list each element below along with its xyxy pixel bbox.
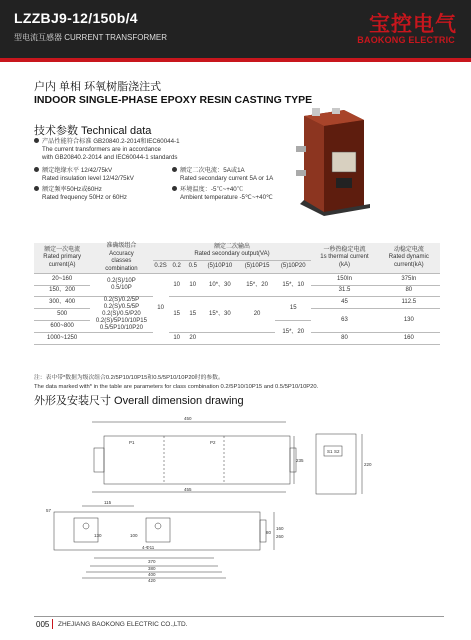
table-cell: 63: [311, 308, 377, 333]
spec-insulation: 额定绝缘水平 12/42/75kV Rated insulation level 12/42/75kV: [34, 167, 184, 183]
spec-table: [34, 243, 440, 345]
table-cell: [239, 333, 275, 345]
table-cell: 1000~1250: [34, 333, 90, 345]
header-dynamic: 动稳定电流 Rated dynamic current(kA): [378, 243, 440, 274]
table-cell: 20: [185, 333, 201, 345]
dim-label: 4-Φ11: [142, 545, 155, 550]
dim-label: 100: [130, 533, 138, 538]
dim-label: 450: [184, 416, 192, 421]
terminal-label-p1: P1: [129, 440, 135, 445]
dimension-heading: 外形及安装尺寸 Overall dimension drawing: [34, 395, 244, 407]
dim-label: 160: [276, 526, 284, 531]
dim-label: 80: [266, 530, 272, 535]
header-class-0-5: 0.5: [185, 260, 201, 273]
header-thermal: 一秒热稳定电流 1s thermal current (kA): [311, 243, 377, 274]
outline-side-view: [316, 434, 356, 494]
header-class-10p10: (5)10P10: [201, 260, 239, 273]
table-cell: 10: [153, 274, 169, 345]
table-cell: 112.5: [378, 297, 440, 309]
dim-label: 420: [148, 578, 156, 583]
dim-label: 220: [364, 462, 372, 467]
dim-label: 130: [94, 533, 102, 538]
table-cell: 10: [169, 274, 185, 297]
header-class-10p20: (5)10P20: [275, 260, 311, 273]
table-cell: 375In: [378, 274, 440, 286]
header-accuracy: 准确级组合 Accuracy classes combination: [90, 243, 152, 274]
table-cell: 20: [239, 297, 275, 333]
footer-company: ZHEJIANG BAOKONG ELECTRIC CO.,LTD.: [58, 621, 188, 628]
table-cell: 31.5: [311, 285, 377, 297]
table-cell: 130: [378, 308, 440, 333]
bullet-icon: [34, 167, 39, 172]
page-number: 005: [36, 620, 50, 629]
bullet-icon: [34, 138, 39, 143]
table-cell: 10*、30: [201, 274, 239, 297]
terminal-s1: S1: [327, 449, 333, 454]
table-cell: 45: [311, 297, 377, 309]
bullet-icon: [34, 186, 39, 191]
dim-label: 380: [148, 566, 156, 571]
table-cell: [201, 333, 239, 345]
mount-hole: [83, 523, 89, 529]
table-cell: 10: [185, 274, 201, 297]
table-cell: 15: [275, 297, 311, 321]
table-cell: 0.2(S)/0.2/5P 0.2(S)/0.5/5P 0.2(S)/0.5/P20 0.2(S)/5P10/10P15 0.5/5P10/10P20: [90, 297, 152, 333]
dim-label: 400: [148, 572, 156, 577]
table-cell: 150、200: [34, 285, 90, 297]
outline-mount-pad-left: [74, 518, 98, 542]
table-cell: 150In: [311, 274, 377, 286]
table-cell: 80: [378, 285, 440, 297]
table-note: 注：表中带*数据为级次组合0.2/5P10/10P15和0.5/5P10/10P20时的参数。 The data marked with* in the table are parameters for class combination 0.2/5P10/10P15 and 0.5/5P10/10P20.: [34, 375, 319, 390]
bullet-icon: [172, 167, 177, 172]
table-cell: [90, 333, 152, 345]
dim-label: 57: [46, 508, 52, 513]
product-title-en: INDOOR SINGLE-PHASE EPOXY RESIN CASTING TYPE: [34, 94, 313, 106]
outline-mount-pad-right: [146, 518, 170, 542]
table-cell: 160: [378, 333, 440, 345]
header-class-0-2s: 0.2S: [153, 260, 169, 273]
outline-bottom-view: [54, 512, 260, 550]
footer-divider: [34, 616, 444, 617]
terminal-label-p2: P2: [210, 440, 216, 445]
dim-label: 115: [104, 500, 112, 505]
header-class-10p15: (5)10P15: [239, 260, 275, 273]
table-cell: 15*、20: [275, 320, 311, 344]
header-output: 额定二次输出 Rated secondary output(VA): [153, 243, 312, 260]
brand-logo-en: BAOKONG ELECTRIC: [357, 35, 455, 45]
dim-label: 235: [296, 458, 304, 463]
terminal-s2: S2: [334, 449, 340, 454]
table-cell: 300、400: [34, 297, 90, 309]
table-cell: 15: [169, 297, 185, 333]
dim-label: 455: [184, 487, 192, 492]
table-cell: 20~160: [34, 274, 90, 286]
table-cell: 15*、30: [201, 297, 239, 333]
spec-standard: 产品性能符合标准 GB20840.2-2014和IEC60044-1 The current transformers are in accordance with GB20840.2-2014 and IEC60044-1 standards: [34, 138, 294, 162]
outline-terminal-left: [94, 448, 104, 472]
dimension-drawing: [34, 412, 454, 592]
table-cell: 500: [34, 308, 90, 320]
spec-secondary-current: 额定二次电流：5A或1A Rated secondary current 5A or 1A: [172, 167, 292, 183]
header-accent-line: [0, 58, 471, 62]
bullet-icon: [172, 186, 177, 191]
product-title-cn: 户内 单相 环氧树脂浇注式: [34, 81, 162, 93]
product-photo: [292, 108, 374, 216]
mount-hole: [155, 523, 161, 529]
model-number: LZZBJ9-12/150b/4: [14, 10, 138, 26]
table-cell: 0.2(S)/10P 0.5/10P: [90, 274, 152, 297]
table-cell: 10: [169, 333, 185, 345]
spec-temperature: 环境温度：-5℃~+40℃ Ambient temperature -5℃~+40℃: [172, 186, 302, 202]
table-cell: 600~800: [34, 320, 90, 332]
spec-frequency: 额定频率50Hz或60Hz Rated frequency 50Hz or 60Hz: [34, 186, 184, 202]
dim-label: 260: [276, 534, 284, 539]
brand-logo-cn: 宝控电气: [369, 13, 457, 36]
footer-accent: [52, 619, 53, 629]
technical-heading: 技术参数 Technical data: [34, 125, 152, 137]
header-primary-current: 额定一次电流 Rated primary current(A): [34, 243, 90, 274]
table-cell: 15: [185, 297, 201, 333]
header-subtitle: 型电流互感器 CURRENT TRANSFORMER: [14, 33, 168, 42]
table-cell: 80: [311, 333, 377, 345]
dim-label: 370: [148, 559, 156, 564]
header-class-0-2: 0.2: [169, 260, 185, 273]
table-cell: 15*、10: [275, 274, 311, 297]
table-cell: 15*、20: [239, 274, 275, 297]
